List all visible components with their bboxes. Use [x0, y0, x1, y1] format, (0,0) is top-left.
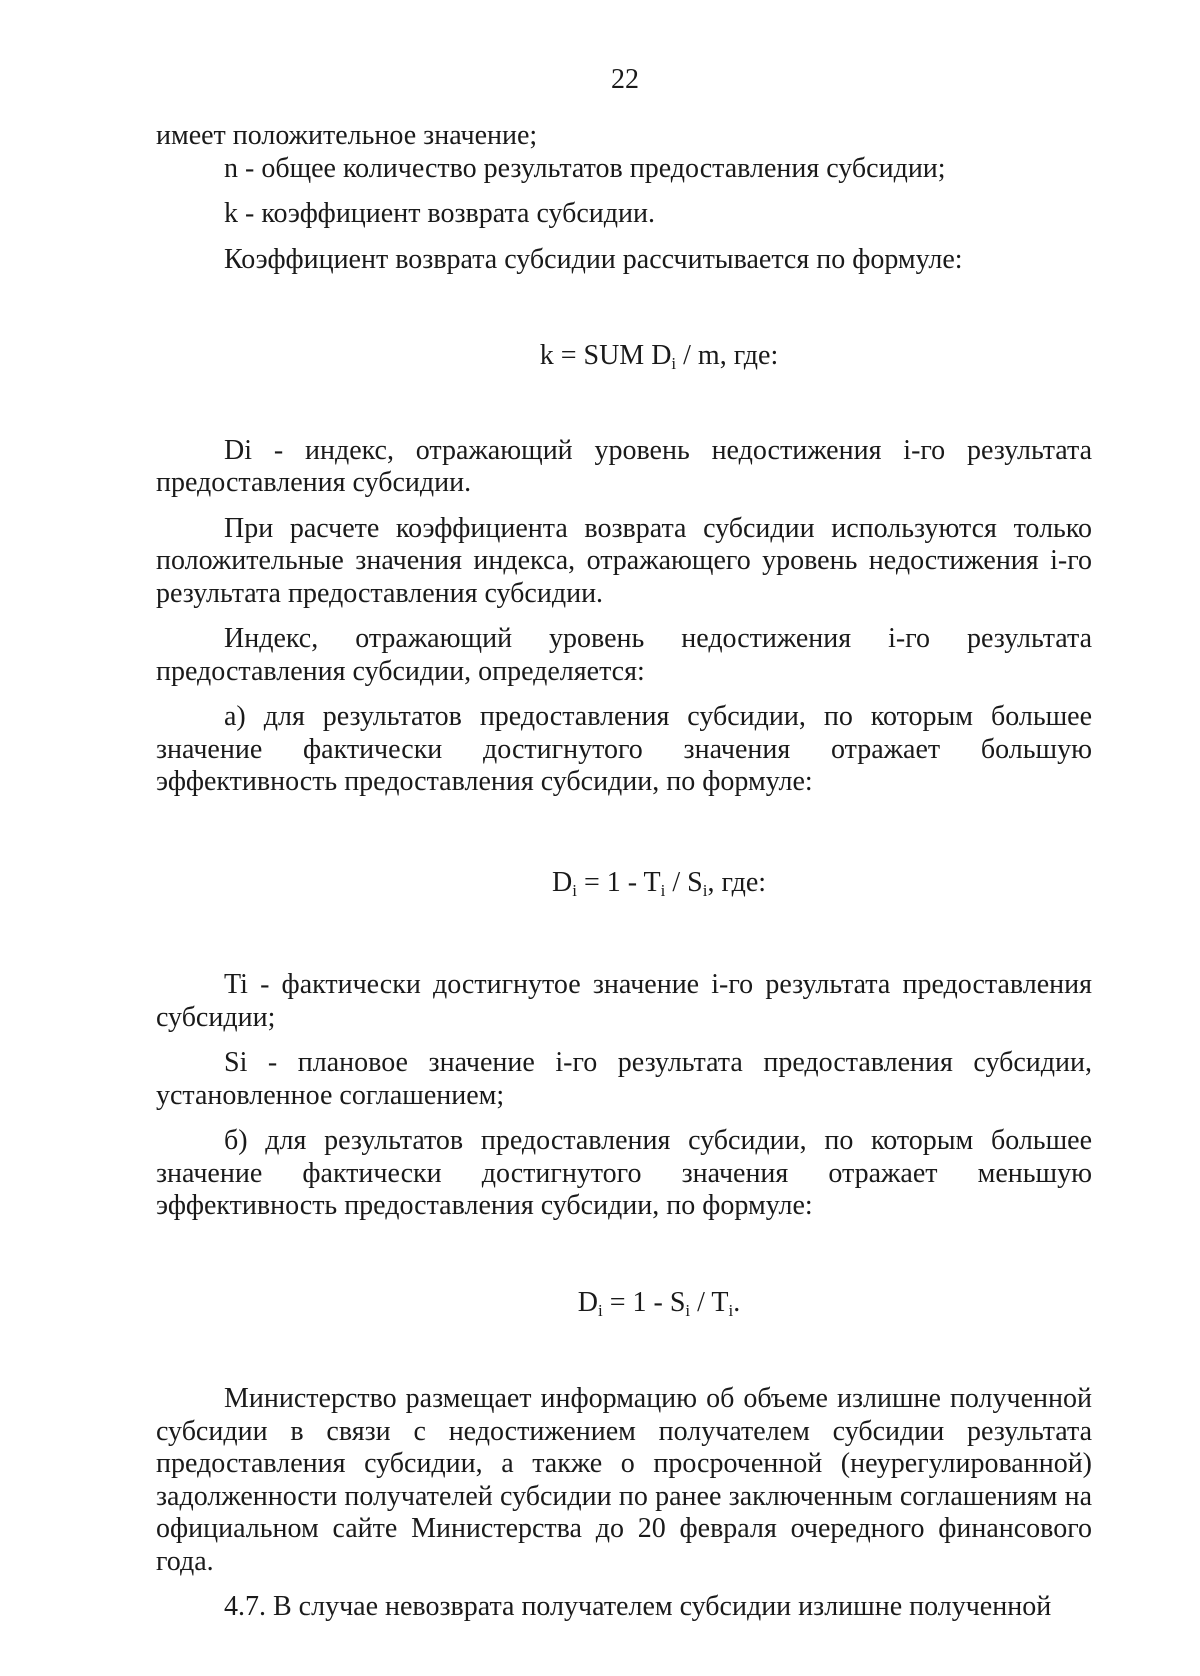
paragraph-index-defined: Индекс, отражающий уровень недостижения i-го результата предоставления субсидии, определяется:	[156, 623, 1092, 687]
paragraph-ministry-info: Министерство размещает информацию об объеме излишне полученной субсидии в связи с недостижением получателем субсидии результата предоставления субсидии, а также о просроченной (неурегулированной) задолженности получателей субсидии по ранее заключенным соглашениям на официальном сайте Министерства до 20 февраля очередного финансового года.	[156, 1383, 1092, 1577]
definition-n: n - общее количество результатов предоставления субсидии;	[224, 152, 946, 184]
formula-k: k = SUM $D_i$ / m, где:	[539, 340, 779, 373]
formula-di-b: $D_i = 1 - S_i / T_i$.	[577, 1286, 741, 1320]
definition-k: k - коэффициент возврата субсидии.	[224, 198, 656, 229]
paragraph-positive-values: При расчете коэффициента возврата субсидии используются только положительные значения индекса, отражающего уровень недостижения i-го результата предоставления субсидии.	[156, 512, 1092, 609]
paragraph-coefficient-intro: Коэффициент возврата субсидии рассчитывается по формуле:	[224, 243, 963, 275]
page-number: 22	[611, 64, 639, 95]
definition-si: Si - плановое значение i-го результата предоставления субсидии, установленное соглашением;	[156, 1047, 1092, 1111]
paragraph-continuation: имеет положительное значение;	[156, 120, 538, 151]
paragraph-case-b: б) для результатов предоставления субсидии, по которым большее значение фактически достигнутого значения отражает меньшую эффективность предоставления субсидии, по формуле:	[156, 1125, 1092, 1221]
paragraph-case-a: а) для результатов предоставления субсидии, по которым большее значение фактически достигнутого значения отражает большую эффективность предоставления субсидии, по формуле:	[156, 701, 1092, 797]
document-body	[156, 120, 1092, 1624]
definition-ti: Ti - фактически достигнутое значение i-го результата предоставления субсидии;	[156, 969, 1092, 1033]
definition-di: Di - индекс, отражающий уровень недостижения i-го результата предоставления субсидии.	[156, 434, 1092, 498]
formula-di-a: $D_i = 1 - T_i / S_i$, где:	[551, 866, 767, 900]
paragraph-4-7: 4.7. В случае невозврата получателем субсидии излишне полученной	[224, 1591, 1052, 1622]
